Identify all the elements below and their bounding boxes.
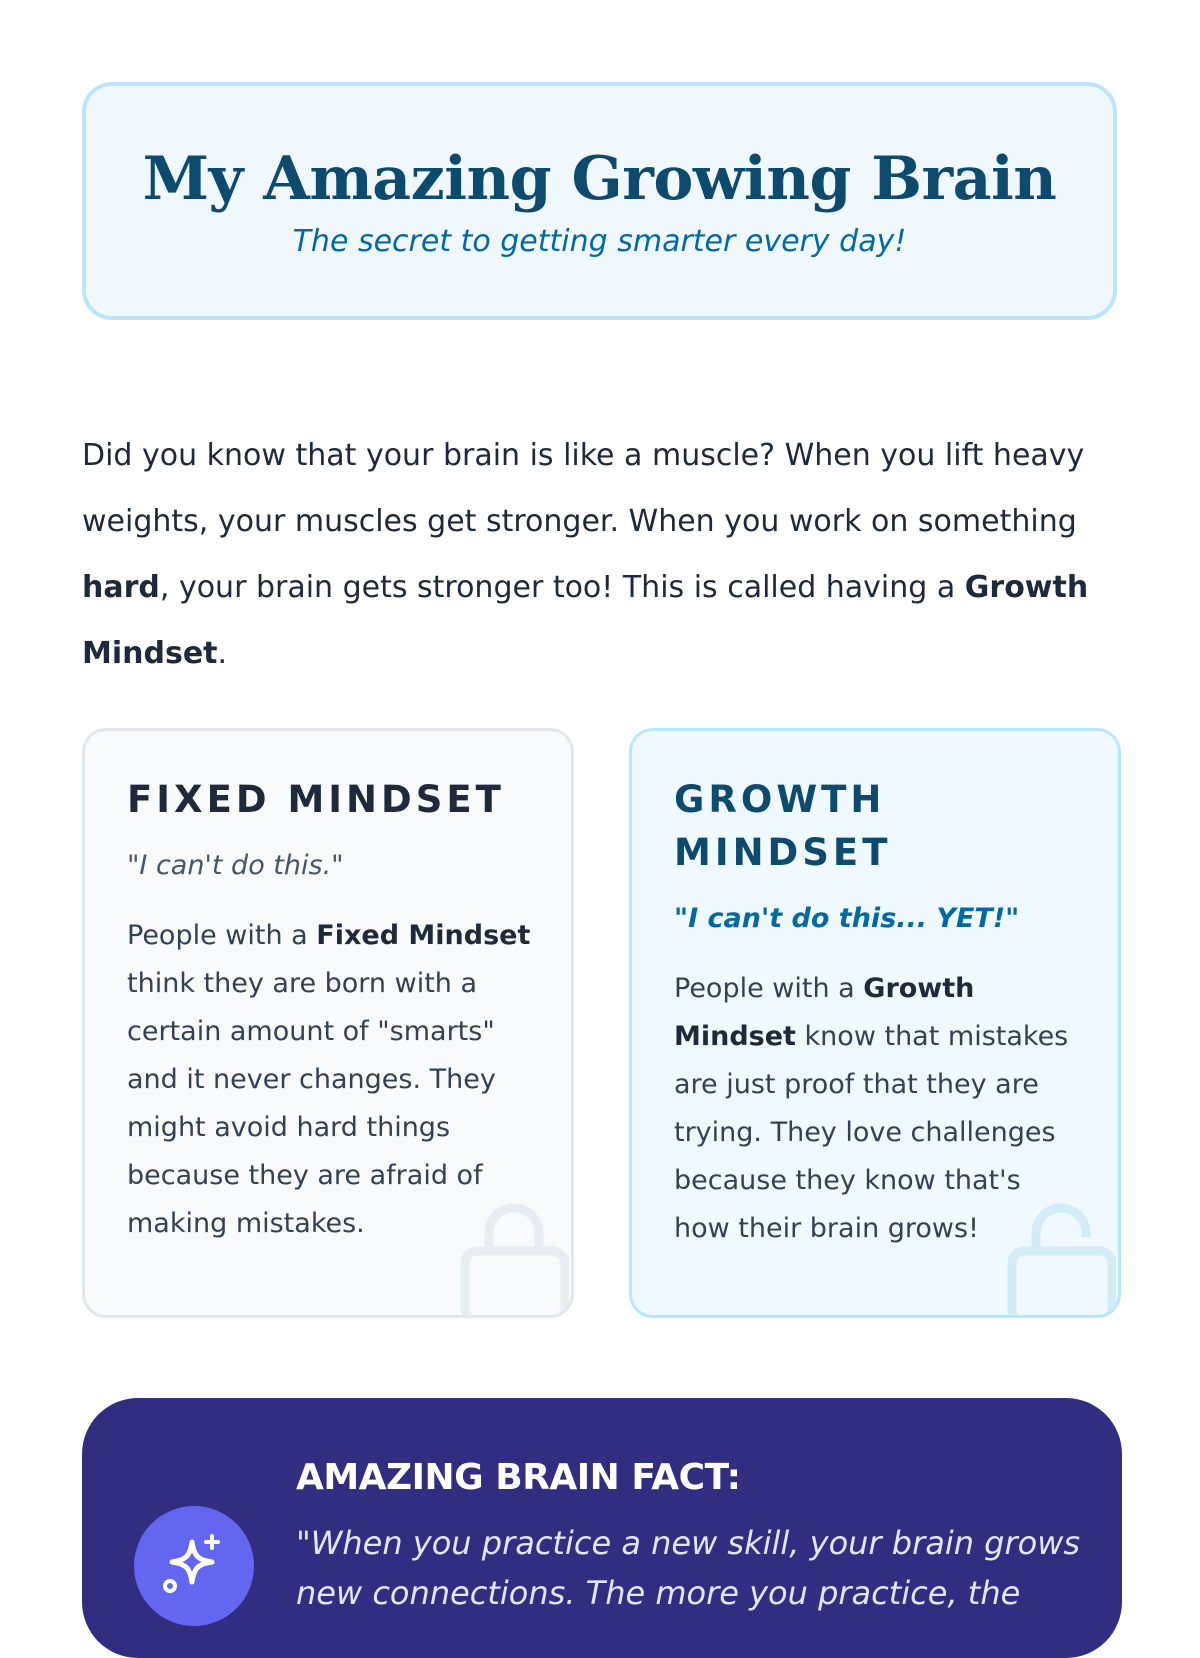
- growth-body-emphasis: Growth Mindset: [674, 973, 975, 1052]
- fact-badge: [134, 1506, 254, 1626]
- fact-text: "When you practice a new skill, your brain grows new connections. The more you practice, the: [296, 1524, 1081, 1612]
- growth-mindset-card: [629, 728, 1121, 1318]
- growth-body-text: know that mistakes are just proof that they are trying. They love challenges because they know that's how their brain grows!: [674, 1021, 1069, 1244]
- intro-text: Did you know that your brain is like a muscle? When you lift heavy weights, your muscles get stronger. When you work on something: [82, 438, 1085, 539]
- intro-emphasis-hard: hard: [82, 570, 160, 605]
- fixed-mindset-card: [82, 728, 574, 1318]
- growth-mindset-title: GROWTH MINDSET: [674, 778, 892, 874]
- fixed-body-text: think they are born with a certain amount of "smarts" and it never changes. They might avoid hard things because they are afraid of making mistakes.: [127, 968, 496, 1239]
- intro-emphasis-growth-mindset: Growth Mindset: [82, 570, 1089, 671]
- hero-banner: [82, 82, 1117, 320]
- brain-fact-panel: [82, 1398, 1122, 1658]
- intro-paragraph: [82, 423, 1142, 687]
- sparkles-icon: [162, 1532, 226, 1596]
- lock-icon: [459, 1193, 569, 1315]
- growth-mindset-quote: "I can't do this... YET!": [674, 903, 1020, 934]
- fact-title: AMAZING BRAIN FACT:: [296, 1457, 741, 1498]
- intro-text: , your brain gets stronger too! This is called having a: [159, 570, 965, 605]
- intro-text: .: [217, 636, 228, 671]
- page-title: My Amazing Growing Brain: [142, 144, 1057, 214]
- unlock-icon: [1006, 1193, 1116, 1315]
- fixed-body-text: People with a: [127, 920, 317, 951]
- fixed-mindset-quote: "I can't do this.": [127, 850, 344, 881]
- page-subtitle: The secret to getting smarter every day!: [292, 224, 907, 259]
- growth-body-text: People with a: [674, 973, 864, 1004]
- fixed-body-emphasis: Fixed Mindset: [316, 920, 531, 951]
- fixed-mindset-title: FIXED MINDSET: [127, 778, 505, 821]
